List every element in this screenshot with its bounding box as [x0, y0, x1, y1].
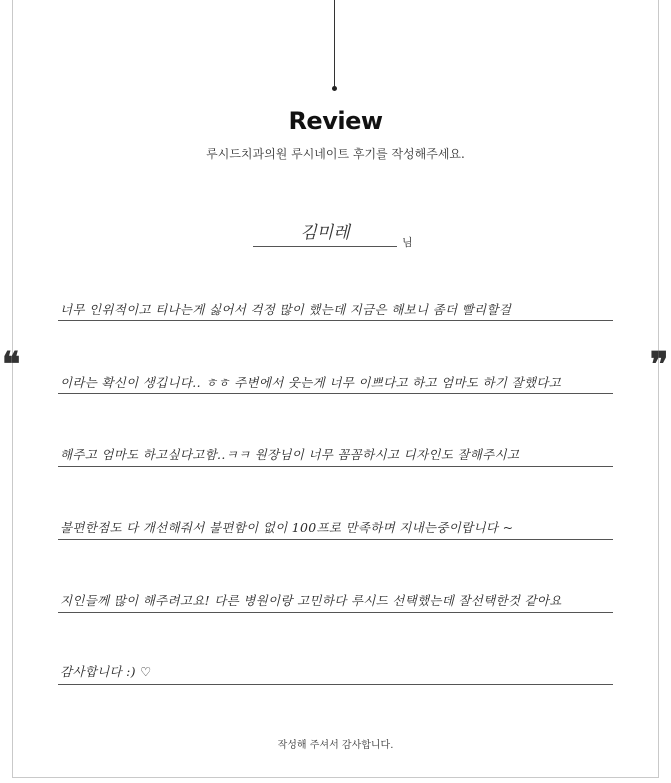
- review-rule-4: [58, 539, 613, 540]
- name-honorific: 님: [402, 236, 413, 249]
- page-subtitle: 루시드치과의원 루시네이트 후기를 작성해주세요.: [206, 147, 465, 161]
- review-rule-6: [58, 684, 613, 685]
- open-quote-icon: ❝: [2, 345, 21, 385]
- review-line-3: 해주고 엄마도 하고싶다고함..ㅋㅋ 원장님이 너무 꼼꼼하시고 디자인도 잘해주시고: [60, 447, 520, 462]
- reviewer-name: 김미레: [300, 223, 350, 243]
- page-title: Review: [288, 107, 383, 135]
- review-rule-1: [58, 320, 613, 321]
- close-quote-icon: ❞: [650, 345, 669, 385]
- review-rule-2: [58, 393, 613, 394]
- review-line-2: 이라는 확신이 생깁니다.. ㅎㅎ 주변에서 웃는게 너무 이쁘다고 하고 엄마도 하기 잘했다고: [60, 375, 562, 390]
- review-line-4: 불편한점도 다 개선해줘서 불편함이 없이 100프로 만족하며 지내는중이랍니다 ~: [60, 520, 514, 535]
- pin-dot: [332, 86, 337, 91]
- closing-text: 작성해 주셔서 감사합니다.: [277, 740, 394, 751]
- hanging-string: [334, 0, 335, 88]
- review-line-5: 지인들께 많이 해주려고요! 다른 병원이랑 고민하다 루시드 선택했는데 잘선택한것 같아요: [60, 593, 562, 608]
- review-rule-3: [58, 466, 613, 467]
- review-rule-5: [58, 612, 613, 613]
- review-line-1: 너무 인위적이고 티나는게 싫어서 걱정 많이 했는데 지금은 해보니 좀더 빨리할걸: [60, 302, 512, 317]
- name-underline: [253, 246, 397, 247]
- review-line-6: 감사합니다 :) ♡: [60, 664, 152, 679]
